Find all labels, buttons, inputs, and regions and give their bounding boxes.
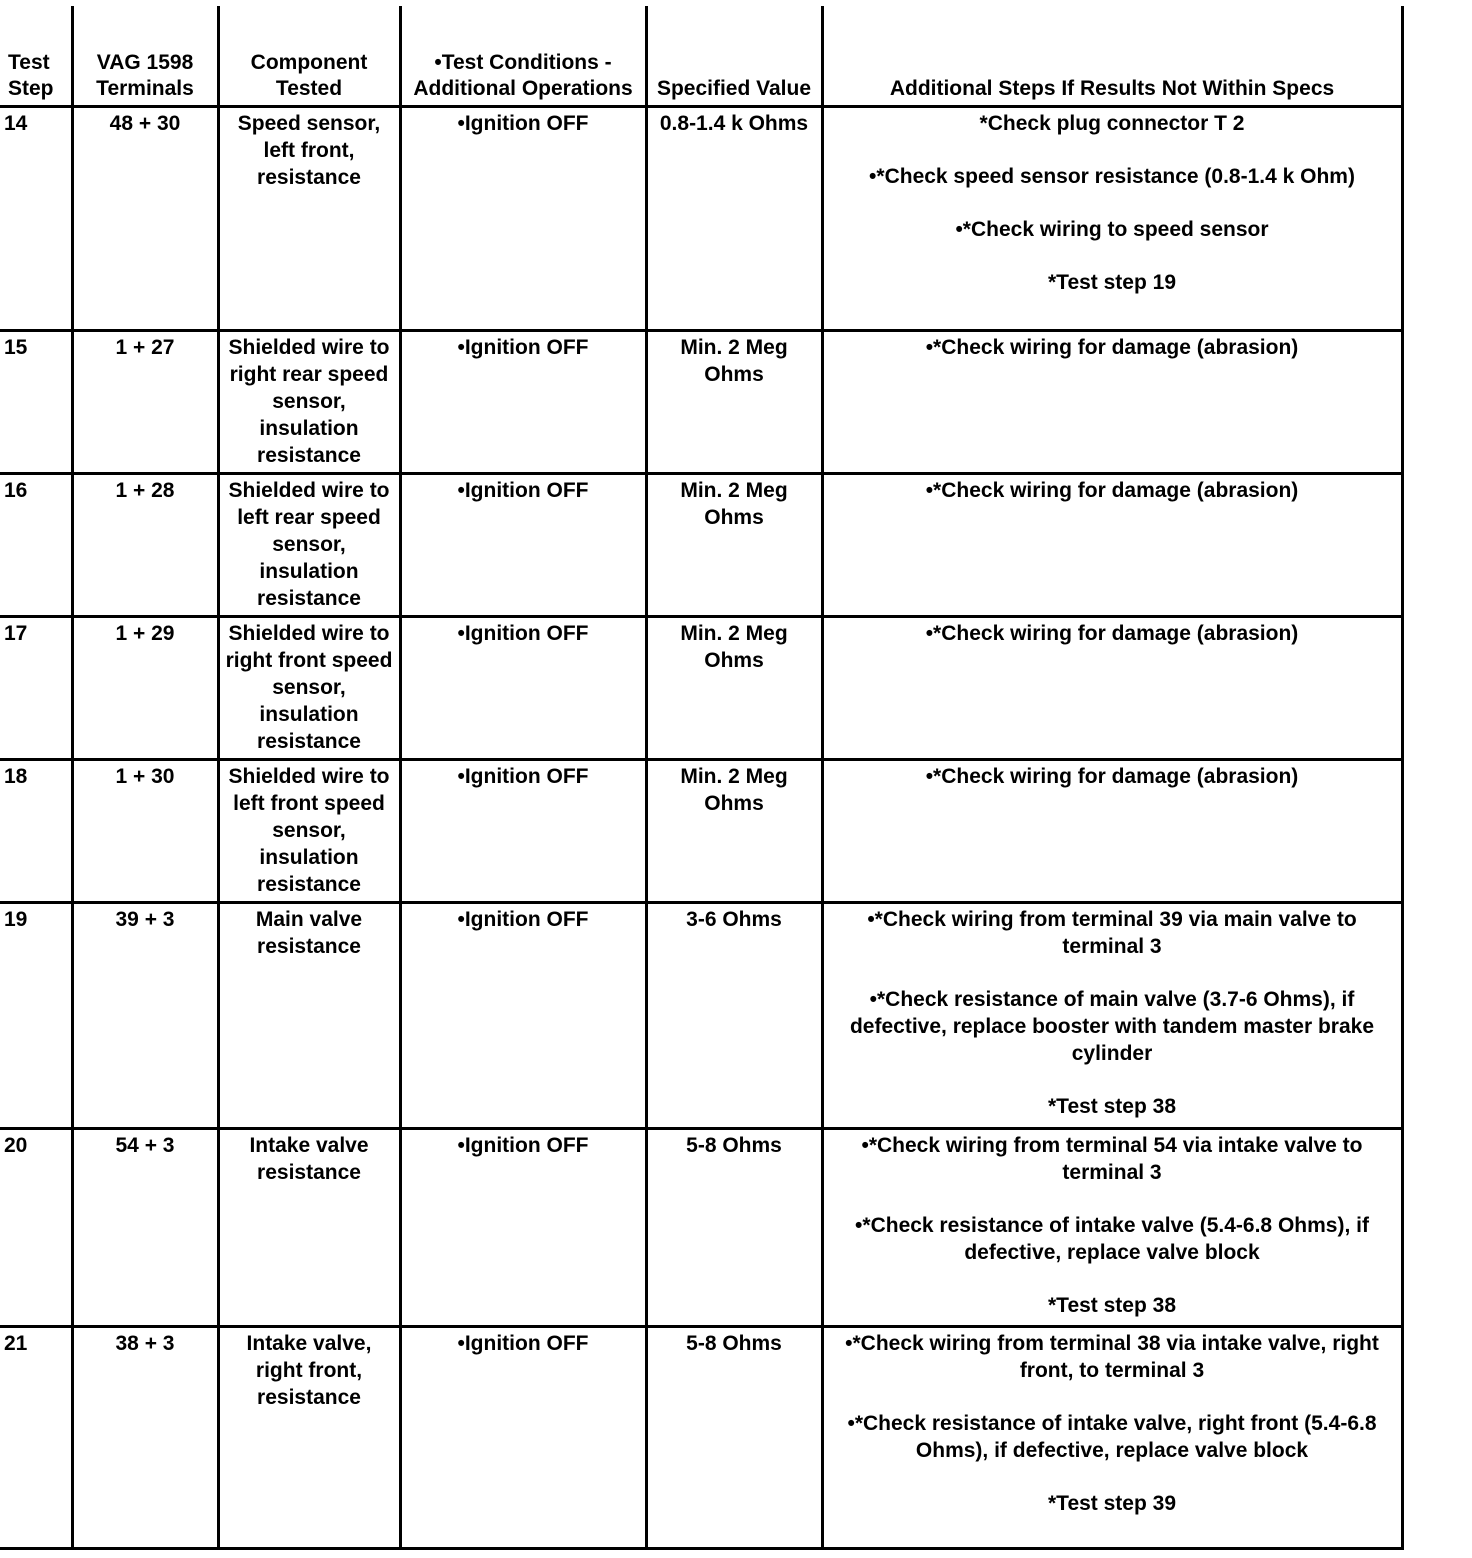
additional-step: •*Check resistance of main valve (3.7-6 Ohms), if defective, replace booster with tandem master brake cylinder [849, 987, 1375, 1065]
header-additional: Additional Steps If Results Not Within Specs [822, 6, 1402, 106]
cell-terminals: 54 + 3 [72, 1128, 218, 1326]
header-value: Specified Value [646, 6, 822, 106]
test-step-table [0, 6, 1404, 1550]
cell-additional [822, 616, 1402, 759]
table-row [0, 106, 1402, 330]
additional-step: •*Check wiring for damage (abrasion) [925, 335, 1299, 359]
cell-step: 19 [0, 902, 72, 1128]
table-row [0, 330, 1402, 473]
additional-step: •*Check wiring for damage (abrasion) [925, 764, 1299, 788]
cell-additional [822, 106, 1402, 330]
cell-terminals: 39 + 3 [72, 902, 218, 1128]
additional-step: *Test step 38 [1048, 1094, 1176, 1118]
table-row [0, 473, 1402, 616]
cell-conditions: •Ignition OFF [400, 1128, 646, 1326]
cell-step: 17 [0, 616, 72, 759]
cell-conditions: •Ignition OFF [400, 616, 646, 759]
additional-step: *Check plug connector T 2 [979, 111, 1245, 135]
cell-additional [822, 759, 1402, 902]
cell-component: Intake valve resistance [218, 1128, 400, 1326]
cell-terminals: 1 + 27 [72, 330, 218, 473]
cell-terminals: 1 + 29 [72, 616, 218, 759]
cell-value: 3-6 Ohms [646, 902, 822, 1128]
test-step-table-page [0, 6, 1402, 1550]
header-test-step: Test Step [0, 6, 72, 106]
cell-value: Min. 2 Meg Ohms [646, 473, 822, 616]
cell-terminals: 1 + 30 [72, 759, 218, 902]
table-row [0, 902, 1402, 1128]
cell-additional [822, 1128, 1402, 1326]
cell-conditions: •Ignition OFF [400, 1326, 646, 1548]
cell-value: 0.8-1.4 k Ohms [646, 106, 822, 330]
cell-component: Main valve resistance [218, 902, 400, 1128]
additional-step: •*Check speed sensor resistance (0.8-1.4 k Ohm) [869, 164, 1355, 188]
cell-step: 14 [0, 106, 72, 330]
cell-conditions: •Ignition OFF [400, 473, 646, 616]
additional-step: •*Check wiring to speed sensor [955, 217, 1269, 241]
header-row [0, 6, 1402, 106]
additional-step: •*Check wiring from terminal 38 via intake valve, right front, to terminal 3 [845, 1331, 1379, 1382]
cell-conditions: •Ignition OFF [400, 106, 646, 330]
cell-additional [822, 330, 1402, 473]
cell-value: 5-8 Ohms [646, 1326, 822, 1548]
cell-step: 20 [0, 1128, 72, 1326]
cell-conditions: •Ignition OFF [400, 759, 646, 902]
cell-value: Min. 2 Meg Ohms [646, 330, 822, 473]
cell-component: Speed sensor, left front, resistance [218, 106, 400, 330]
cell-component: Shielded wire to right rear speed sensor, insulation resistance [218, 330, 400, 473]
cell-component: Intake valve, right front, resistance [218, 1326, 400, 1548]
cell-component: Shielded wire to right front speed sensor, insulation resistance [218, 616, 400, 759]
additional-step: •*Check resistance of intake valve, right front (5.4-6.8 Ohms), if defective, replace valve block [847, 1411, 1377, 1462]
cell-additional [822, 1326, 1402, 1548]
cell-conditions: •Ignition OFF [400, 330, 646, 473]
header-conditions: •Test Conditions -Additional Operations [400, 6, 646, 106]
cell-additional [822, 473, 1402, 616]
cell-step: 18 [0, 759, 72, 902]
additional-step: •*Check wiring for damage (abrasion) [925, 621, 1299, 645]
table-row [0, 1326, 1402, 1548]
cell-component: Shielded wire to left front speed sensor, insulation resistance [218, 759, 400, 902]
cell-terminals: 48 + 30 [72, 106, 218, 330]
additional-step: *Test step 19 [1048, 270, 1176, 294]
cell-step: 21 [0, 1326, 72, 1548]
cell-component: Shielded wire to left rear speed sensor, insulation resistance [218, 473, 400, 616]
additional-step: *Test step 38 [1048, 1293, 1176, 1317]
cell-step: 16 [0, 473, 72, 616]
cell-terminals: 38 + 3 [72, 1326, 218, 1548]
additional-step: •*Check wiring from terminal 54 via intake valve to terminal 3 [861, 1133, 1363, 1184]
cell-value: 5-8 Ohms [646, 1128, 822, 1326]
additional-step: *Test step 39 [1048, 1491, 1176, 1515]
cell-additional [822, 902, 1402, 1128]
cell-value: Min. 2 Meg Ohms [646, 616, 822, 759]
table-row [0, 616, 1402, 759]
table-row [0, 1128, 1402, 1326]
header-terminals: VAG 1598 Terminals [72, 6, 218, 106]
additional-step: •*Check resistance of intake valve (5.4-6.8 Ohms), if defective, replace valve block [855, 1213, 1369, 1264]
additional-step: •*Check wiring from terminal 39 via main valve to terminal 3 [867, 907, 1357, 958]
cell-value: Min. 2 Meg Ohms [646, 759, 822, 902]
header-component: Component Tested [218, 6, 400, 106]
cell-conditions: •Ignition OFF [400, 902, 646, 1128]
table-row [0, 759, 1402, 902]
cell-step: 15 [0, 330, 72, 473]
cell-terminals: 1 + 28 [72, 473, 218, 616]
additional-step: •*Check wiring for damage (abrasion) [925, 478, 1299, 502]
